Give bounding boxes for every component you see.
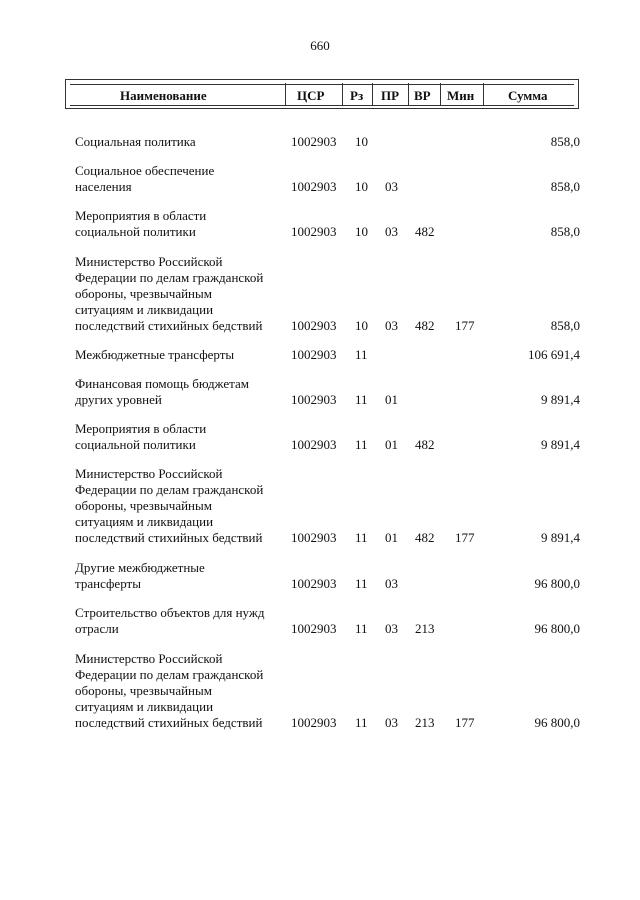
row-min: 177	[455, 715, 475, 730]
row-csr: 1002903	[291, 134, 337, 149]
row-rz: 11	[355, 437, 368, 452]
row-vr: 482	[415, 318, 435, 333]
header-csr: ЦСР	[297, 88, 325, 103]
header-sum: Сумма	[508, 88, 548, 103]
header-rz: Рз	[350, 88, 364, 103]
row-rz: 11	[355, 715, 368, 730]
row-pr: 03	[385, 179, 398, 194]
row-rz: 11	[355, 347, 368, 362]
row-csr: 1002903	[291, 576, 337, 591]
row-pr: 01	[385, 530, 398, 545]
row-csr: 1002903	[291, 318, 337, 333]
row-name: Другие межбюджетные трансферты	[75, 560, 205, 591]
row-vr: 482	[415, 224, 435, 239]
row-name: Министерство Российской Федерации по делам гражданской обороны, чрезвычайным ситуациям и ликвидации последствий стихийных бедствий	[75, 254, 264, 333]
row-sum: 96 800,0	[534, 621, 580, 636]
row-rz: 11	[355, 621, 368, 636]
row-rz: 10	[355, 224, 368, 239]
header-separator	[285, 83, 286, 105]
row-min: 177	[455, 318, 475, 333]
row-name: Социальная политика	[75, 134, 196, 149]
row-name: Межбюджетные трансферты	[75, 347, 235, 362]
row-csr: 1002903	[291, 621, 337, 636]
row-rz: 10	[355, 179, 368, 194]
row-sum: 858,0	[550, 318, 580, 333]
row-sum: 9 891,4	[541, 392, 580, 407]
row-csr: 1002903	[291, 224, 337, 239]
row-csr: 1002903	[291, 715, 337, 730]
row-pr: 03	[385, 318, 398, 333]
row-pr: 01	[385, 437, 398, 452]
row-rz: 11	[355, 530, 368, 545]
row-name: Мероприятия в области социальной политики	[75, 208, 207, 239]
row-sum: 96 800,0	[534, 715, 580, 730]
row-pr: 03	[385, 576, 398, 591]
row-vr: 482	[415, 437, 435, 452]
row-sum: 9 891,4	[541, 437, 580, 452]
row-vr: 213	[415, 715, 435, 730]
row-rz: 11	[355, 392, 368, 407]
row-rz: 10	[355, 318, 368, 333]
row-csr: 1002903	[291, 179, 337, 194]
row-name: Мероприятия в области социальной политики	[75, 421, 207, 452]
header-separator	[440, 83, 441, 105]
row-pr: 03	[385, 715, 398, 730]
row-vr: 213	[415, 621, 435, 636]
row-rz: 11	[355, 576, 368, 591]
header-pr: ПР	[381, 88, 400, 103]
row-sum: 858,0	[550, 224, 580, 239]
row-sum: 9 891,4	[541, 530, 580, 545]
row-vr: 482	[415, 530, 435, 545]
page-number: 660	[310, 38, 330, 53]
header-separator	[372, 83, 373, 105]
row-name: Министерство Российской Федерации по делам гражданской обороны, чрезвычайным ситуациям и ликвидации последствий стихийных бедствий	[75, 651, 264, 730]
row-csr: 1002903	[291, 347, 337, 362]
row-csr: 1002903	[291, 392, 337, 407]
row-pr: 03	[385, 224, 398, 239]
row-sum: 106 691,4	[528, 347, 580, 362]
header-min: Мин	[447, 88, 475, 103]
row-sum: 858,0	[550, 179, 580, 194]
row-rz: 10	[355, 134, 368, 149]
row-csr: 1002903	[291, 530, 337, 545]
row-name: Социальное обеспечение населения	[75, 163, 215, 194]
header-name: Наименование	[120, 88, 207, 103]
header-separator	[483, 83, 484, 105]
header-separator	[342, 83, 343, 105]
header-separator	[408, 83, 409, 105]
header-vr: ВР	[414, 88, 431, 103]
row-sum: 96 800,0	[534, 576, 580, 591]
row-name: Министерство Российской Федерации по делам гражданской обороны, чрезвычайным ситуациям и ликвидации последствий стихийных бедствий	[75, 466, 264, 545]
row-sum: 858,0	[550, 134, 580, 149]
row-pr: 03	[385, 621, 398, 636]
row-pr: 01	[385, 392, 398, 407]
row-name: Финансовая помощь бюджетам других уровней	[75, 376, 249, 407]
row-name: Строительство объектов для нужд отрасли	[75, 605, 265, 636]
row-min: 177	[455, 530, 475, 545]
row-csr: 1002903	[291, 437, 337, 452]
